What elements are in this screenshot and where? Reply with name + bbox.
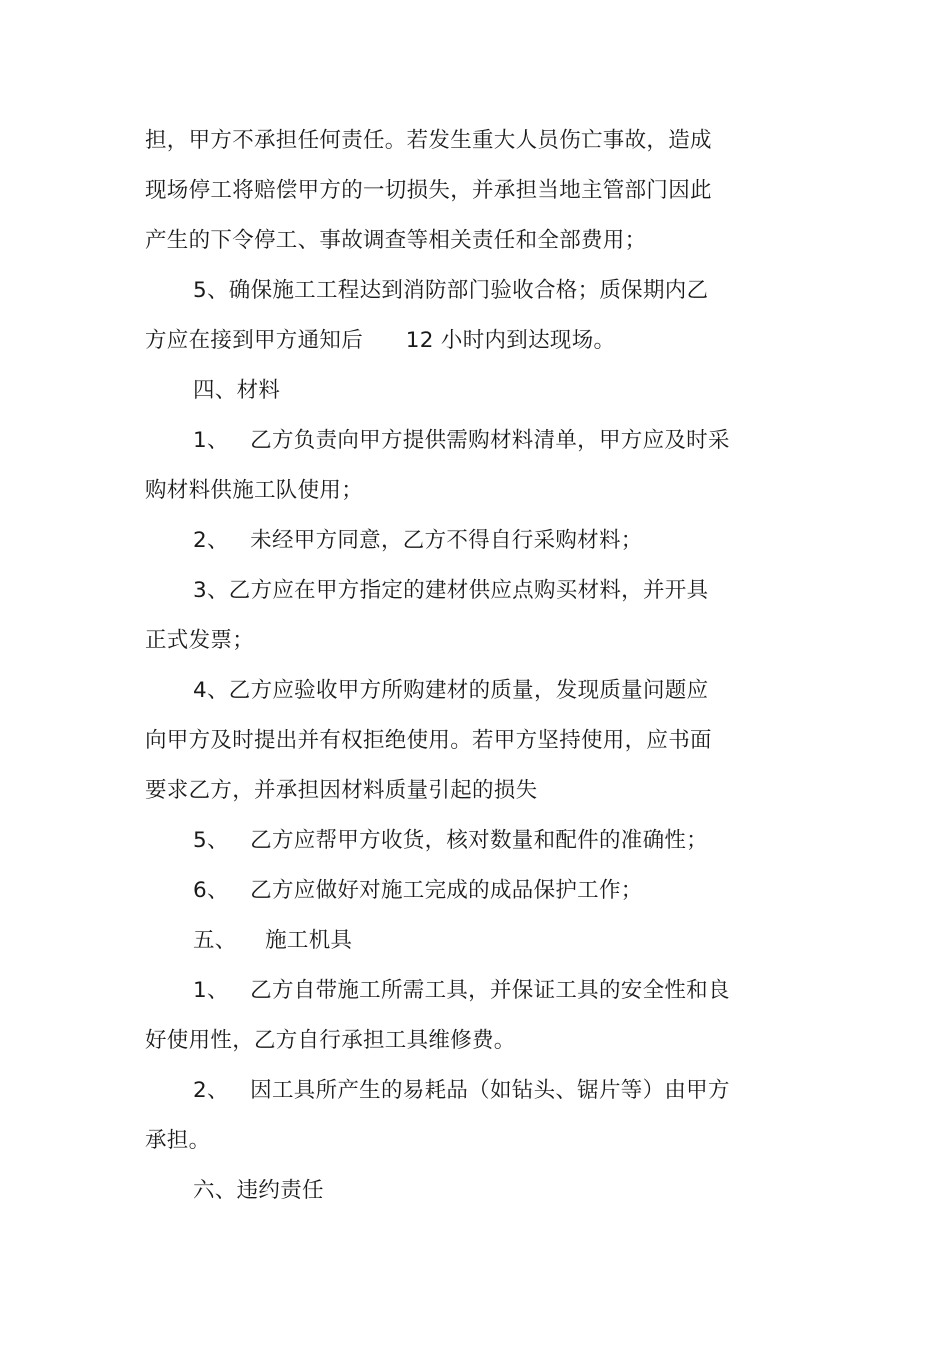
paragraph-line: 承担。 [145,1128,211,1153]
paragraph-line: 要求乙方，并承担因材料质量引起的损失 [145,778,538,803]
paragraph-line: 3、乙方应在甲方指定的建材供应点购买材料，并开具 [193,578,709,603]
paragraph-line: 好使用性，乙方自行承担工具维修费。 [145,1028,516,1053]
paragraph-line: 正式发票； [145,628,255,653]
paragraph-line: 购材料供施工队使用； [145,478,364,503]
paragraph-line: 1、 乙方自带施工所需工具，并保证工具的安全性和良 [193,978,730,1003]
paragraph-line: 方应在接到甲方通知后 12 小时内到达现场。 [145,328,616,353]
section-heading: 五、 施工机具 [193,928,353,953]
paragraph-line: 向甲方及时提出并有权拒绝使用。若甲方坚持使用，应书面 [145,728,712,753]
paragraph-line: 2、 因工具所产生的易耗品（如钻头、锯片等）由甲方 [193,1078,730,1103]
section-heading: 四、材料 [193,378,281,403]
paragraph-line: 4、乙方应验收甲方所购建材的质量，发现质量问题应 [193,678,709,703]
paragraph-line: 担，甲方不承担任何责任。若发生重大人员伤亡事故，造成 [145,128,712,153]
paragraph-line: 5、确保施工工程达到消防部门验收合格；质保期内乙 [193,278,709,303]
paragraph-line: 现场停工将赔偿甲方的一切损失，并承担当地主管部门因此 [145,178,712,203]
paragraph-line: 2、 未经甲方同意，乙方不得自行采购材料； [193,528,643,553]
paragraph-line: 产生的下令停工、事故调查等相关责任和全部费用； [145,228,647,253]
section-heading: 六、违约责任 [193,1178,324,1203]
paragraph-line: 5、 乙方应帮甲方收货，核对数量和配件的准确性； [193,828,708,853]
paragraph-line: 1、 乙方负责向甲方提供需购材料清单，甲方应及时采 [193,428,730,453]
paragraph-line: 6、 乙方应做好对施工完成的成品保护工作； [193,878,643,903]
